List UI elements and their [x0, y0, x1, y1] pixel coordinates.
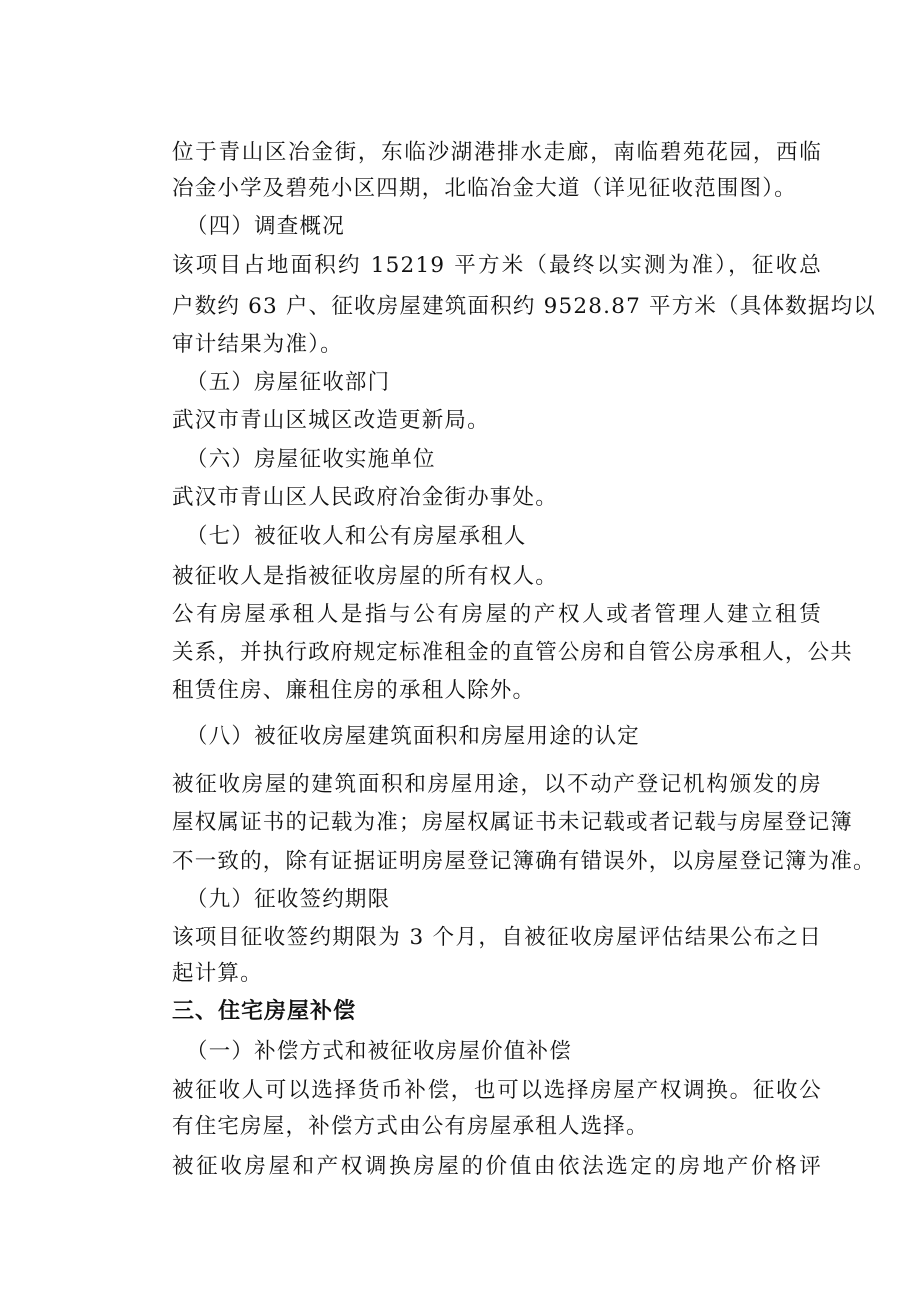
section-heading: （五）房屋征收部门 [186, 370, 391, 395]
paragraph-line: 起计算。 [172, 961, 263, 986]
paragraph-line: 有住宅房屋，补偿方式由公有房屋承租人选择。 [172, 1114, 649, 1139]
paragraph-line: 武汉市青山区城区改造更新局。 [172, 408, 490, 433]
paragraph-line: 该项目征收签约期限为 3 个月，自被征收房屋评估结果公布之日 [172, 925, 822, 950]
paragraph-line: 不一致的，除有证据证明房屋登记簿确有错误外，以房屋登记簿为准。 [172, 849, 876, 874]
paragraph-line: 武汉市青山区人民政府冶金街办事处。 [172, 485, 558, 510]
section-heading: （六）房屋征收实施单位 [186, 447, 436, 472]
paragraph-line: 审计结果为准）。 [172, 332, 343, 357]
paragraph-line: 屋权属证书的记载为准；房屋权属证书未记载或者记载与房屋登记簿 [172, 810, 854, 835]
paragraph-line: 被征收人可以选择货币补偿，也可以选择房屋产权调换。征收公 [172, 1078, 822, 1103]
paragraph-line: 被征收房屋和产权调换房屋的价值由依法选定的房地产价格评 [172, 1154, 822, 1179]
paragraph-line: 冶金小学及碧苑小区四期，北临冶金大道（详见征收范围图）。 [172, 176, 797, 201]
paragraph-line: 被征收人是指被征收房屋的所有权人。 [172, 564, 558, 589]
paragraph-line: 户数约 63 户、征收房屋建筑面积约 9528.87 平方米（具体数据均以 [172, 294, 877, 319]
paragraph-line: 位于青山区冶金街，东临沙湖港排水走廊，南临碧苑花园，西临 [172, 140, 822, 165]
paragraph-line: 该项目占地面积约 15219 平方米（最终以实测为准），征收总 [172, 253, 822, 278]
section-heading: （八）被征收房屋建筑面积和房屋用途的认定 [186, 724, 641, 749]
section-heading: （四）调查概况 [186, 214, 345, 239]
paragraph-line: 租赁住房、廉租住房的承租人除外。 [172, 678, 536, 703]
chapter-heading: 三、住宅房屋补偿 [172, 999, 357, 1024]
paragraph-line: 公有房屋承租人是指与公有房屋的产权人或者管理人建立租赁 [172, 602, 822, 627]
section-heading: （七）被征收人和公有房屋承租人 [186, 524, 527, 549]
section-heading: （一）补偿方式和被征收房屋价值补偿 [186, 1039, 572, 1064]
paragraph-line: 关系，并执行政府规定标准租金的直管公房和自管公房承租人，公共 [172, 640, 854, 665]
section-heading: （九）征收签约期限 [186, 887, 391, 912]
paragraph-line: 被征收房屋的建筑面积和房屋用途，以不动产登记机构颁发的房 [172, 772, 822, 797]
